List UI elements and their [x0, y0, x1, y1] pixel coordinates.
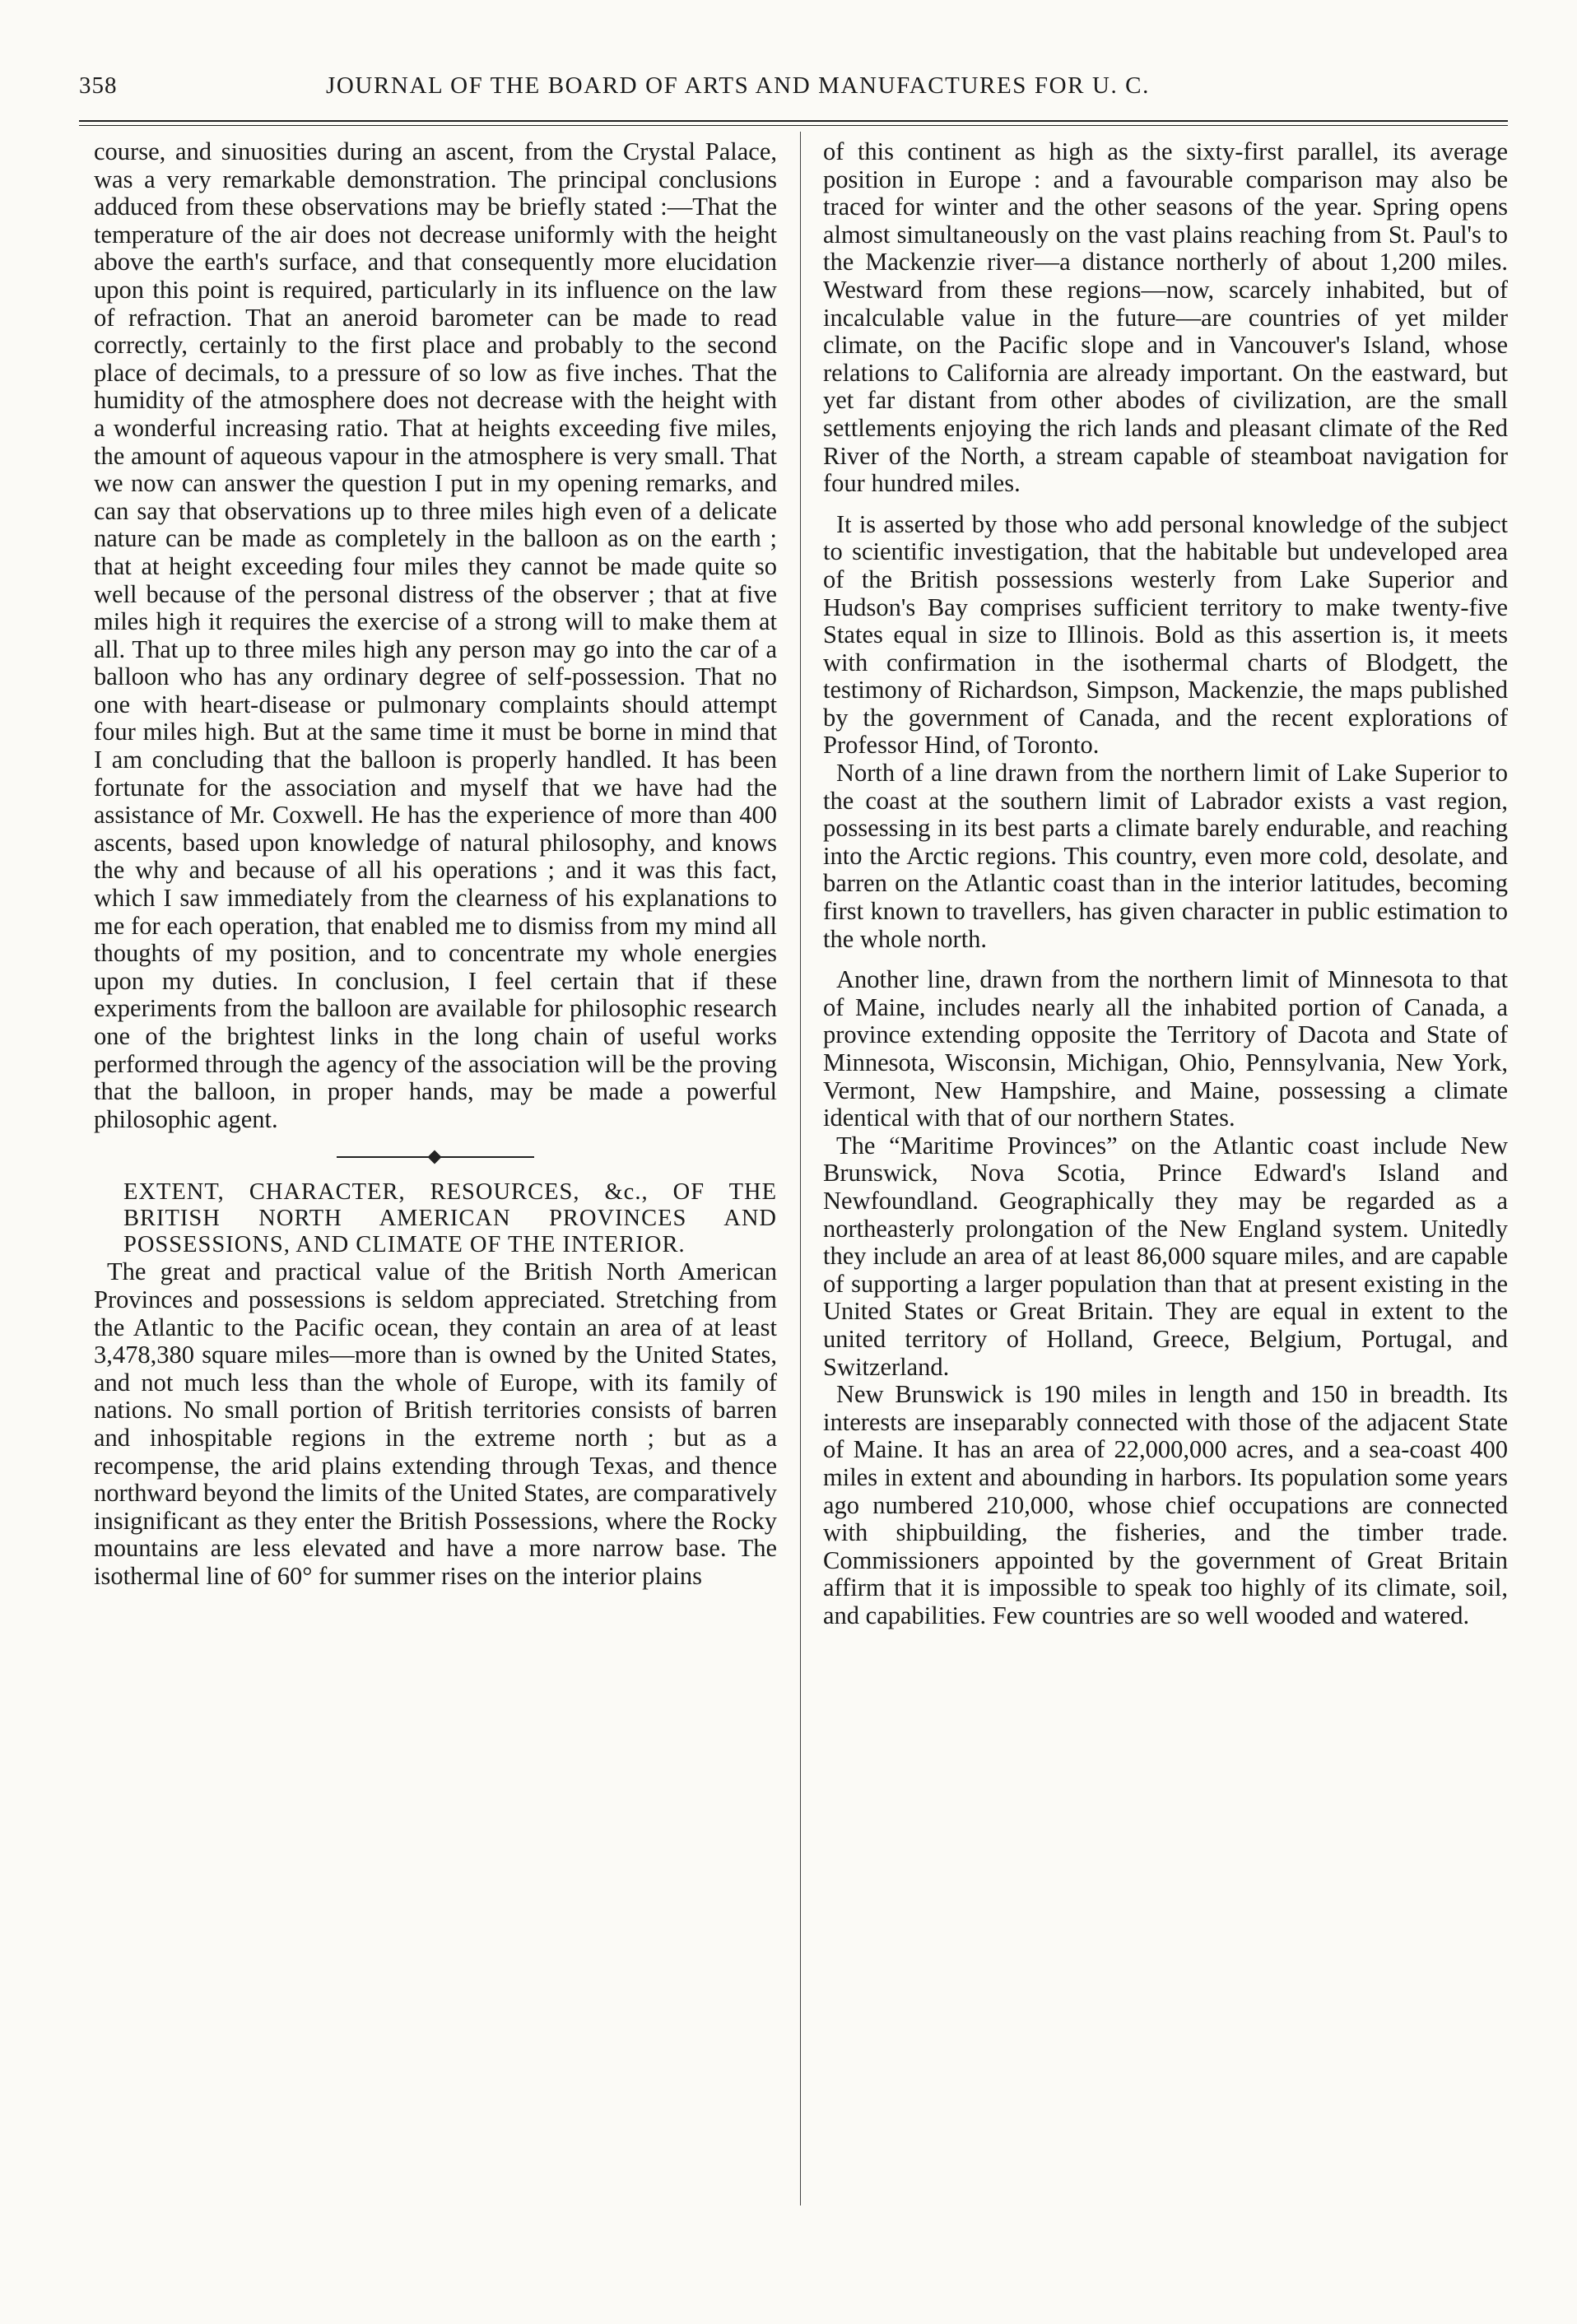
- header-rule: [79, 120, 1508, 122]
- page-header: [79, 72, 1508, 105]
- right-column: [823, 138, 1508, 1629]
- left-column: [94, 138, 777, 1591]
- paragraph-canada-line: Another line, drawn from the northern limit of Minnesota to that of Maine, includes nearly all the inhabited portion of Canada, a province extending opposite the Territory of Dacota and State of Minnesota, Wisconsin, Michigan, Ohio, Pennsylvania, New York, Vermont, New Hampshire, and Maine, possessing a climate identical with that of our northern States.: [823, 965, 1508, 1132]
- running-head: JOURNAL OF THE BOARD OF ARTS AND MANUFACTURES FOR U. C.: [326, 72, 1150, 99]
- section-divider: [337, 1151, 534, 1163]
- header-rule-thin: [79, 125, 1508, 126]
- paragraph-labrador-region: North of a line drawn from the northern limit of Lake Superior to the coast at the southern limit of Labrador exists a vast region, possessing in its best parts a climate barely endurable, and reaching into the Arctic regions. This country, even more cold, desolate, and barren on the Atlantic coast than in the interior latitudes, becoming first known to travellers, has given character in public estimation to the whole north.: [823, 759, 1508, 953]
- divider-diamond-ornament: [428, 1150, 442, 1164]
- paragraph-balloon-conclusions: course, and sinuosities during an ascent, from the Crystal Palace, was a very remarkable demonstration. The principal conclusions adduced from these observations may be briefly stated :—That the temperature of the air does not decrease uniformly with the height above the earth's surface, and that consequently more elucidation upon this point is required, particularly in its influence on the law of refraction. That an aneroid barometer can be made to read correctly, certainly to the first place and probably to the second place of decimals, to a pressure of so low as five inches. That the humidity of the atmosphere does not decrease with the height with a wonderful increasing ratio. That at heights exceeding five miles, the amount of aqueous vapour in the atmosphere is very small. That we now can answer the question I put in my opening remarks, and can say that observations up to three miles high even of a delicate nature can be made as completely in the balloon as on the earth ; that at height exceeding four miles they cannot be made quite so well because of the personal distress of the observer ; that at five miles high it requires the exercise of a strong will to make them at all. That up to three miles high any person may go into the car of a balloon who has any ordinary degree of self-possession. That no one with heart-disease or pulmonary complaints should attempt four miles high. But at the same time it must be borne in mind that I am concluding that the balloon is properly handled. It has been fortunate for the association and myself that we have had the assistance of Mr. Coxwell. He has the experience of more than 400 ascents, based upon knowledge of natural philosophy, and knows the why and because of all his operations ; and it was this fact, which I saw immediately from the clearness of his explanations to me for each operation, that enabled me to dismiss from my mind all thoughts of my position, and to concentrate my whole energies upon my duties. In conclusion, I feel certain that if these experiments from the balloon are available for philosophic research one of the brightest links in the long chain of useful works performed through the agency of the association will be the proving that the balloon, in proper hands, may be made a powerful philosophic agent.: [94, 137, 777, 1133]
- paragraph-maritime-provinces: The “Maritime Provinces” on the Atlantic coast include New Brunswick, Nova Scotia, Prince Edward's Island and Newfoundland. Geographically they may be regarded as a northeasterly prolongation of the New England system. Unitedly they include an area of at least 86,000 square miles, and are capable of supporting a larger population than that at present existing in the United States or Great Britain. They are equal in extent to the united territory of Holland, Greece, Belgium, Portugal, and Switzerland.: [823, 1131, 1508, 1381]
- paragraph-british-provinces-intro: The great and practical value of the British North American Provinces and possessions is seldom appreciated. Stretching from the Atlantic to the Pacific ocean, they contain an area of at least 3,478,380 square miles—more than is owned by the United States, and not much less than the whole of Europe, with its family of nations. No small portion of British territories consists of barren and inhospitable regions in the extreme north ; but as a recompense, the arid plains extending through Texas, and thence northward beyond the limits of the United States, are comparatively insignificant as they enter the British Possessions, where the Rocky mountains are less elevated and have a more narrow base. The isothermal line of 60° for summer rises on the interior plains: [94, 1257, 777, 1590]
- article-title: EXTENT, CHARACTER, RESOURCES, &c., OF THE BRITISH NORTH AMERICAN PROVINCES AND POSSESSIONS, AND CLIMATE OF THE INTERIOR.: [123, 1179, 777, 1258]
- paragraph-new-brunswick: New Brunswick is 190 miles in length and 150 in breadth. Its interests are inseparably connected with those of the adjacent State of Maine. It has an area of 22,000,000 acres, and a sea-coast 400 miles in extent and abounding in harbors. Its population some years ago numbered 210,000, whose chief occupations are connected with shipbuilding, the fisheries, and the timber trade. Commissioners appointed by the government of Great Britain affirm that it is impossible to speak too highly of its climate, soil, and capabilities. Few countries are so well wooded and watered.: [823, 1380, 1508, 1629]
- page-number: 358: [79, 72, 118, 99]
- column-divider: [800, 132, 801, 2205]
- paragraph-habitable-area: It is asserted by those who add personal knowledge of the subject to scientific investigation, that the habitable but undeveloped area of the British possessions westerly from Lake Superior and Hudson's Bay comprises sufficient territory to make twenty-five States equal in size to Illinois. Bold as this assertion is, it meets with confirmation in the isothermal charts of Blodgett, the testimony of Richardson, Simpson, Mackenzie, the maps published by the government of Canada, and the recent explorations of Professor Hind, of Toronto.: [823, 509, 1508, 760]
- paragraph-continent-climate: of this continent as high as the sixty-first parallel, its average position in Europe : and a favourable comparison may also be traced for winter and the other seasons of the year. Spring opens almost simultaneously on the vast plains reaching from St. Paul's to the Mackenzie river—a distance northerly of about 1,200 miles. Westward from these regions—now, scarcely inhabited, but of incalculable value in the future—are countries of yet milder climate, on the Pacific slope and in Vancouver's Island, whose relations to California are already important. On the eastward, but yet far distant from other abodes of civilization, are the small settlements enjoying the rich lands and pleasant climate of the Red River of the North, a stream capable of steamboat navigation for four hundred miles.: [823, 137, 1508, 498]
